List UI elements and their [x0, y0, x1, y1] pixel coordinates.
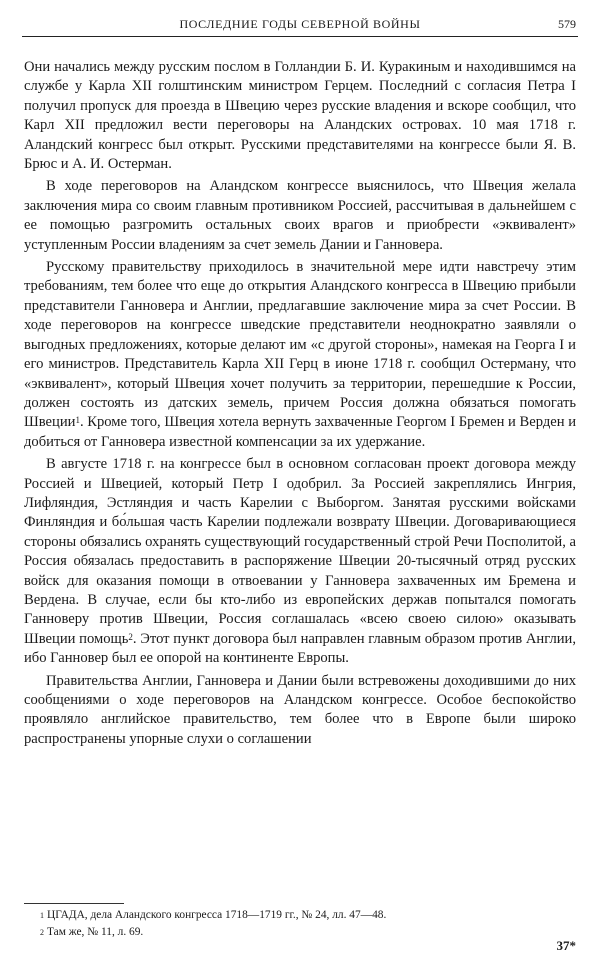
footnote-2 — [40, 924, 576, 941]
paragraph-4-text-b: . Этот пункт договора был направлен главным образом против Англии, ибо Ганновер был ее опорой на континенте Европы. — [24, 630, 576, 667]
footnotes — [40, 907, 576, 941]
paragraph-2: В ходе переговоров на Аландском конгрессе выяснилось, что Швеция желала заключения мира со своим главным противником Россией, рассчитывая в дальнейшем с ее помощью разгромить остальных своих врагов и приобрести «эквивалент» уступленным России владениям за счет земель Дании и Ганновера. — [24, 178, 576, 253]
paragraph-4-text-a: В августе 1718 г. на конгрессе был в основном согласован проект договора между Россией и Швецией, который Петр I одобрил. За Россией закреплялись Ингрия, Лифляндия, Эстляндия и часть Карелии с Выборгом. Занятая русскими войсками Финляндия и бо́льшая часть Карелии подлежали возврату Швеции. Договаривающиеся стороны обязались охранять существующий государственный строй Речи Посполитой, а Россия обязалась предоставить в распоряжение Швеции 20-тысячный отряд русских войск для оказания помощи в отвоевании у Ганновера захваченных им Бремена и Вердена. В случае, если бы кто-либо из европейских держав попытался помогать Ганноверу против Швеции, Россия соглашалась «всею своею силою» оказывать Швеции помощь — [24, 456, 576, 647]
footnote-ref-2: 2 — [128, 631, 133, 642]
body-text — [24, 58, 576, 749]
paragraph-4 — [24, 455, 576, 668]
paragraph-5: Правительства Англии, Ганновера и Дании были встревожены доходившими до них сообщениями о ходе переговоров на Аландском конгрессе. Особое беспокойство проявляло английское правительство, тем более что в Европе были широко распространены упорные слухи о соглашении — [24, 672, 576, 747]
paragraph-3-text-b: . Кроме того, Швеция хотела вернуть захваченные Георгом I Бремен и Верден и добиться от Ганновера известной компенсации за их удержание. — [24, 414, 577, 450]
footnote-1 — [40, 907, 576, 924]
printer-signature-mark: 37* — [556, 938, 576, 953]
footnote-1-text: ЦГАДА, дела Аландского конгресса 1718—1719 гг., № 24, лл. 47—48. — [47, 909, 387, 921]
footnote-ref-1: 1 — [75, 415, 80, 426]
page-number: 579 — [558, 17, 576, 31]
footnote-divider — [24, 903, 124, 904]
paragraph-3 — [24, 258, 576, 452]
footnote-1-number: 1 — [40, 911, 44, 920]
page-header — [22, 14, 578, 37]
running-title: ПОСЛЕДНИЕ ГОДЫ СЕВЕРНОЙ ВОЙНЫ — [179, 17, 421, 31]
paragraph-1: Они начались между русским послом в Голландии Б. И. Куракиным и находившимся на службе у Карла XII голштинским министром Герцем. Последний с согласия Петра I получил пропуск для проезда в Швецию через русские владения и вскоре сообщил, что Карл XII предложил вести переговоры на Аландских островах. 10 мая 1718 г. Аландский конгресс был открыт. Русскими представителями на конгрессе были Я. В. Брюс и А. И. Остерман. — [24, 59, 576, 173]
footnote-2-text: Там же, № 11, л. 69. — [47, 926, 144, 938]
paragraph-3-text-a: Русскому правительству приходилось в значительной мере идти навстречу этим требованиям, тем более что еще до открытия Аландского конгресса в Швецию прибыли представители Ганновера и Англии, предлагавшие заключение мира за счет России. В ходе переговоров на конгрессе шведские представители неоднократно заявляли о выгодных предложениях, которые делают им «с другой стороны», намекая на Георга I и его министров. Представитель Карла XII Герц в июне 1718 г. сообщил Остерману, что «эквивалент», который Швеция хочет получить за территории, перешедшие к России, должен состоять из датских земель, причем Россия должна обязаться помогать Швеции — [24, 259, 576, 431]
footnote-2-number: 2 — [40, 928, 44, 937]
